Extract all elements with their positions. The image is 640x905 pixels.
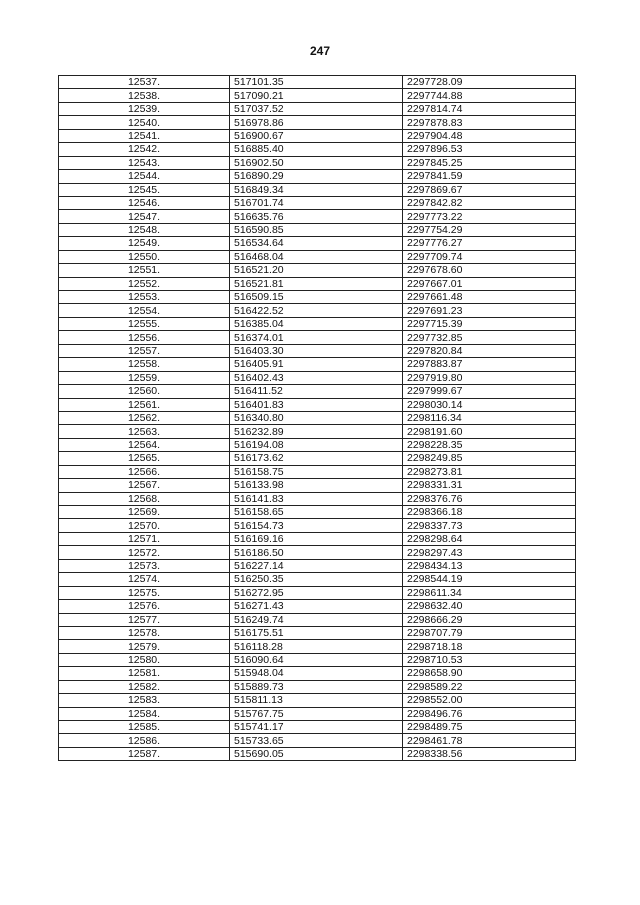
point-number-cell: 12550. (59, 250, 230, 263)
easting-cell: 516374.01 (230, 331, 403, 344)
table-row (59, 640, 576, 653)
table-row (59, 156, 576, 169)
easting-cell: 517090.21 (230, 89, 403, 102)
table-row (59, 586, 576, 599)
table-row (59, 304, 576, 317)
table-row (59, 680, 576, 693)
table-row (59, 250, 576, 263)
northing-cell: 2297744.88 (403, 89, 576, 102)
easting-cell: 516385.04 (230, 317, 403, 330)
point-number-cell: 12584. (59, 707, 230, 720)
point-number-cell: 12555. (59, 317, 230, 330)
easting-cell: 516271.43 (230, 600, 403, 613)
point-number-cell: 12540. (59, 116, 230, 129)
point-number-cell: 12571. (59, 532, 230, 545)
easting-cell: 516186.50 (230, 546, 403, 559)
northing-cell: 2297678.60 (403, 264, 576, 277)
northing-cell: 2297869.67 (403, 183, 576, 196)
easting-cell: 515811.13 (230, 694, 403, 707)
northing-cell: 2298116.34 (403, 411, 576, 424)
table-row (59, 210, 576, 223)
easting-cell: 516900.67 (230, 129, 403, 142)
northing-cell: 2297709.74 (403, 250, 576, 263)
easting-cell: 515889.73 (230, 680, 403, 693)
page-number: 247 (309, 44, 331, 58)
point-number-cell: 12561. (59, 398, 230, 411)
easting-cell: 516590.85 (230, 223, 403, 236)
northing-cell: 2297814.74 (403, 102, 576, 115)
point-number-cell: 12554. (59, 304, 230, 317)
northing-cell: 2298228.35 (403, 438, 576, 451)
northing-cell: 2297896.53 (403, 143, 576, 156)
table-row (59, 371, 576, 384)
point-number-cell: 12559. (59, 371, 230, 384)
point-number-cell: 12578. (59, 626, 230, 639)
point-number-cell: 12553. (59, 291, 230, 304)
easting-cell: 516468.04 (230, 250, 403, 263)
northing-cell: 2297732.85 (403, 331, 576, 344)
point-number-cell: 12544. (59, 170, 230, 183)
table-row (59, 653, 576, 666)
point-number-cell: 12586. (59, 734, 230, 747)
table-row (59, 223, 576, 236)
table-row (59, 506, 576, 519)
northing-cell: 2298434.13 (403, 559, 576, 572)
northing-cell: 2297691.23 (403, 304, 576, 317)
easting-cell: 516978.86 (230, 116, 403, 129)
table-row (59, 532, 576, 545)
easting-cell: 516402.43 (230, 371, 403, 384)
table-row (59, 143, 576, 156)
northing-cell: 2298376.76 (403, 492, 576, 505)
point-number-cell: 12549. (59, 237, 230, 250)
point-number-cell: 12543. (59, 156, 230, 169)
point-number-cell: 12541. (59, 129, 230, 142)
point-number-cell: 12558. (59, 358, 230, 371)
point-number-cell: 12551. (59, 264, 230, 277)
table-row (59, 465, 576, 478)
northing-cell: 2298632.40 (403, 600, 576, 613)
point-number-cell: 12572. (59, 546, 230, 559)
table-row (59, 411, 576, 424)
table-row (59, 264, 576, 277)
table-row (59, 196, 576, 209)
northing-cell: 2297842.82 (403, 196, 576, 209)
table-row (59, 331, 576, 344)
table-row (59, 89, 576, 102)
easting-cell: 516405.91 (230, 358, 403, 371)
point-number-cell: 12582. (59, 680, 230, 693)
easting-cell: 516154.73 (230, 519, 403, 532)
easting-cell: 515690.05 (230, 747, 403, 760)
easting-cell: 516521.20 (230, 264, 403, 277)
northing-cell: 2297773.22 (403, 210, 576, 223)
northing-cell: 2298489.75 (403, 721, 576, 734)
easting-cell: 516090.64 (230, 653, 403, 666)
point-number-cell: 12537. (59, 76, 230, 89)
easting-cell: 516118.28 (230, 640, 403, 653)
point-number-cell: 12569. (59, 506, 230, 519)
northing-cell: 2298337.73 (403, 519, 576, 532)
table-row (59, 734, 576, 747)
table-row (59, 183, 576, 196)
easting-cell: 516701.74 (230, 196, 403, 209)
table-row (59, 479, 576, 492)
easting-cell: 517101.35 (230, 76, 403, 89)
northing-cell: 2297820.84 (403, 344, 576, 357)
point-number-cell: 12547. (59, 210, 230, 223)
easting-cell: 516635.76 (230, 210, 403, 223)
table-row (59, 102, 576, 115)
northing-cell: 2298297.43 (403, 546, 576, 559)
easting-cell: 516169.16 (230, 532, 403, 545)
easting-cell: 516158.65 (230, 506, 403, 519)
easting-cell: 516141.83 (230, 492, 403, 505)
northing-cell: 2297661.48 (403, 291, 576, 304)
table-row (59, 546, 576, 559)
easting-cell: 516411.52 (230, 385, 403, 398)
table-row (59, 385, 576, 398)
northing-cell: 2298544.19 (403, 573, 576, 586)
easting-cell: 516534.64 (230, 237, 403, 250)
easting-cell: 515733.65 (230, 734, 403, 747)
point-number-cell: 12568. (59, 492, 230, 505)
point-number-cell: 12562. (59, 411, 230, 424)
northing-cell: 2298338.56 (403, 747, 576, 760)
northing-cell: 2297878.83 (403, 116, 576, 129)
northing-cell: 2298710.53 (403, 653, 576, 666)
table-row (59, 721, 576, 734)
northing-cell: 2297728.09 (403, 76, 576, 89)
point-number-cell: 12575. (59, 586, 230, 599)
northing-cell: 2297715.39 (403, 317, 576, 330)
table-row (59, 452, 576, 465)
northing-cell: 2297999.67 (403, 385, 576, 398)
northing-cell: 2298366.18 (403, 506, 576, 519)
northing-cell: 2298611.34 (403, 586, 576, 599)
table-row (59, 694, 576, 707)
easting-cell: 516194.08 (230, 438, 403, 451)
northing-cell: 2297845.25 (403, 156, 576, 169)
easting-cell: 516849.34 (230, 183, 403, 196)
table-row (59, 237, 576, 250)
point-number-cell: 12548. (59, 223, 230, 236)
easting-cell: 517037.52 (230, 102, 403, 115)
easting-cell: 516890.29 (230, 170, 403, 183)
northing-cell: 2297883.87 (403, 358, 576, 371)
point-number-cell: 12566. (59, 465, 230, 478)
easting-cell: 516403.30 (230, 344, 403, 357)
table-row (59, 667, 576, 680)
northing-cell: 2298718.18 (403, 640, 576, 653)
point-number-cell: 12557. (59, 344, 230, 357)
northing-cell: 2298249.85 (403, 452, 576, 465)
table-row (59, 626, 576, 639)
northing-cell: 2297919.80 (403, 371, 576, 384)
table-row (59, 425, 576, 438)
table-row (59, 707, 576, 720)
table-row (59, 613, 576, 626)
table-row (59, 344, 576, 357)
easting-cell: 516250.35 (230, 573, 403, 586)
table-row (59, 317, 576, 330)
northing-cell: 2298589.22 (403, 680, 576, 693)
easting-cell: 515767.75 (230, 707, 403, 720)
northing-cell: 2298030.14 (403, 398, 576, 411)
point-number-cell: 12546. (59, 196, 230, 209)
table-row (59, 519, 576, 532)
easting-cell: 515741.17 (230, 721, 403, 734)
point-number-cell: 12577. (59, 613, 230, 626)
northing-cell: 2297904.48 (403, 129, 576, 142)
easting-cell: 516885.40 (230, 143, 403, 156)
northing-cell: 2298707.79 (403, 626, 576, 639)
table-row (59, 76, 576, 89)
easting-cell: 516340.80 (230, 411, 403, 424)
point-number-cell: 12576. (59, 600, 230, 613)
point-number-cell: 12587. (59, 747, 230, 760)
point-number-cell: 12552. (59, 277, 230, 290)
northing-cell: 2297754.29 (403, 223, 576, 236)
point-number-cell: 12579. (59, 640, 230, 653)
point-number-cell: 12583. (59, 694, 230, 707)
table-row (59, 129, 576, 142)
easting-cell: 516249.74 (230, 613, 403, 626)
coordinates-table-body (59, 76, 576, 761)
point-number-cell: 12556. (59, 331, 230, 344)
table-row (59, 438, 576, 451)
easting-cell: 516158.75 (230, 465, 403, 478)
easting-cell: 516902.50 (230, 156, 403, 169)
easting-cell: 515948.04 (230, 667, 403, 680)
easting-cell: 516175.51 (230, 626, 403, 639)
table-row (59, 747, 576, 760)
point-number-cell: 12565. (59, 452, 230, 465)
northing-cell: 2297841.59 (403, 170, 576, 183)
point-number-cell: 12563. (59, 425, 230, 438)
table-row (59, 559, 576, 572)
table-row (59, 492, 576, 505)
point-number-cell: 12567. (59, 479, 230, 492)
easting-cell: 516227.14 (230, 559, 403, 572)
northing-cell: 2298298.64 (403, 532, 576, 545)
northing-cell: 2298666.29 (403, 613, 576, 626)
northing-cell: 2298331.31 (403, 479, 576, 492)
easting-cell: 516422.52 (230, 304, 403, 317)
table-row (59, 277, 576, 290)
northing-cell: 2298496.76 (403, 707, 576, 720)
table-row (59, 170, 576, 183)
table-row (59, 600, 576, 613)
northing-cell: 2298658.90 (403, 667, 576, 680)
easting-cell: 516232.89 (230, 425, 403, 438)
table-row (59, 291, 576, 304)
point-number-cell: 12570. (59, 519, 230, 532)
easting-cell: 516133.98 (230, 479, 403, 492)
northing-cell: 2298273.81 (403, 465, 576, 478)
point-number-cell: 12564. (59, 438, 230, 451)
northing-cell: 2298461.78 (403, 734, 576, 747)
northing-cell: 2298552.00 (403, 694, 576, 707)
easting-cell: 516173.62 (230, 452, 403, 465)
easting-cell: 516401.83 (230, 398, 403, 411)
point-number-cell: 12542. (59, 143, 230, 156)
northing-cell: 2297776.27 (403, 237, 576, 250)
point-number-cell: 12585. (59, 721, 230, 734)
point-number-cell: 12580. (59, 653, 230, 666)
easting-cell: 516509.15 (230, 291, 403, 304)
point-number-cell: 12574. (59, 573, 230, 586)
point-number-cell: 12545. (59, 183, 230, 196)
point-number-cell: 12538. (59, 89, 230, 102)
easting-cell: 516521.81 (230, 277, 403, 290)
northing-cell: 2298191.60 (403, 425, 576, 438)
table-row (59, 398, 576, 411)
table-row (59, 116, 576, 129)
easting-cell: 516272.95 (230, 586, 403, 599)
table-row (59, 358, 576, 371)
point-number-cell: 12581. (59, 667, 230, 680)
table-row (59, 573, 576, 586)
coordinates-table (58, 75, 576, 761)
point-number-cell: 12573. (59, 559, 230, 572)
point-number-cell: 12539. (59, 102, 230, 115)
northing-cell: 2297667.01 (403, 277, 576, 290)
point-number-cell: 12560. (59, 385, 230, 398)
